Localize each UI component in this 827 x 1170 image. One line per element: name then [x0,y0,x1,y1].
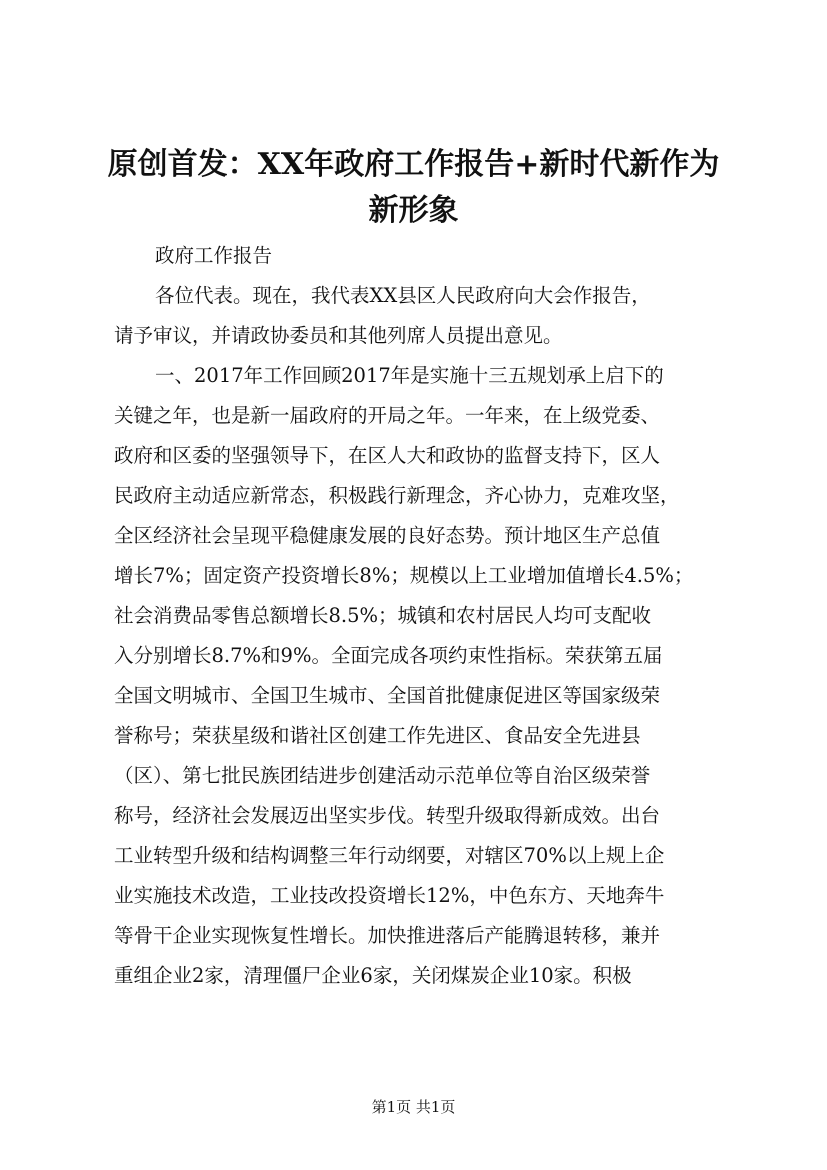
body-line: 重组企业2家，清理僵尸企业6家，关闭煤炭企业10家。积极 [114,964,632,987]
body-line: 入分别增长8.7%和9%。全面完成各项约束性指标。荣获第五届 [114,644,663,667]
body-line: 民政府主动适应新常态，积极践行新理念，齐心协力，克难攻坚， [114,484,680,507]
page-footer: 第1页 共1页 [371,1098,456,1116]
document-title [90,142,737,234]
body-line: 一、2017年工作回顾2017年是实施十三五规划承上启下的 [155,364,664,387]
title-line-1: 原创首发：XX年政府工作报告+新时代新作为 [107,147,720,182]
document-body [114,236,734,996]
body-line: 全国文明城市、全国卫生城市、全国首批健康促进区等国家级荣 [114,684,661,707]
title-line-2: 新形象 [368,193,459,228]
body-line: （区）、第七批民族团结进步创建活动示范单位等自治区级荣誉 [114,764,651,787]
body-line: 请予审议，并请政协委员和其他列席人员提出意见。 [114,324,563,347]
body-line: 各位代表。现在，我代表XX县区人民政府向大会作报告， [155,284,651,307]
body-line: 政府和区委的坚强领导下，在区人大和政协的监督支持下，区人 [114,444,661,467]
body-line: 全区经济社会呈现平稳健康发展的良好态势。预计地区生产总值 [114,524,661,547]
body-line: 称号，经济社会发展迈出坚实步伐。转型升级取得新成效。出台 [114,804,661,827]
body-line: 工业转型升级和结构调整三年行动纲要，对辖区70%以上规上企 [114,844,665,867]
body-line: 誉称号；荣获星级和谐社区创建工作先进区、食品安全先进县 [114,724,641,747]
body-line: 关键之年，也是新一届政府的开局之年。一年来，在上级党委、 [114,404,661,427]
body-line: 增长7%；固定资产投资增长8%；规模以上工业增加值增长4.5%； [114,564,694,587]
body-line: 业实施技术改造，工业技改投资增长12%，中色东方、天地奔牛 [114,884,665,907]
body-line: 社会消费品零售总额增长8.5%；城镇和农村居民人均可支配收 [114,604,652,627]
section-heading: 政府工作报告 [155,244,273,267]
body-line: 等骨干企业实现恢复性增长。加快推进落后产能腾退转移，兼并 [114,924,661,947]
